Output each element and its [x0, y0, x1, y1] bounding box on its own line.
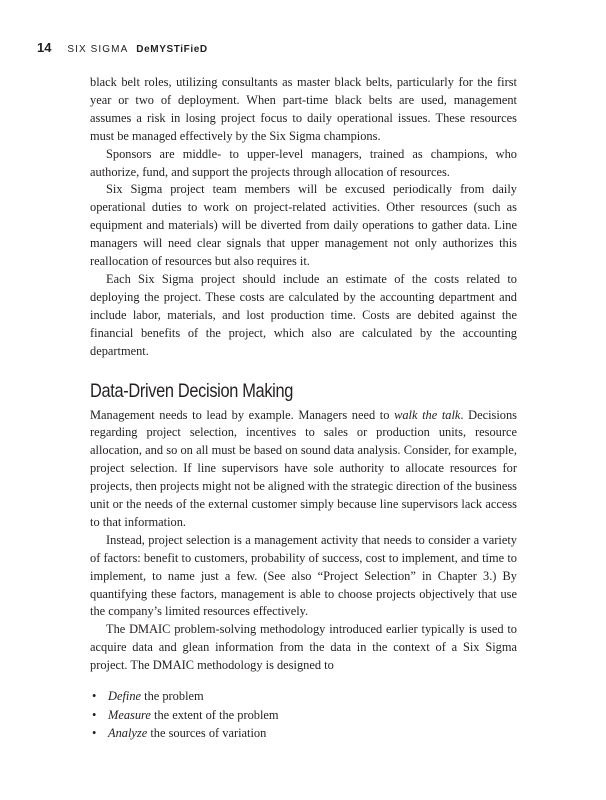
book-subtitle: DeMYSTiFieD	[136, 44, 208, 55]
paragraph: Sponsors are middle- to upper-level managers, trained as champions, who authorize, fund, and support the projects through allocation of resources.	[90, 146, 517, 179]
paragraph: Each Six Sigma project should include an estimate of the costs related to deploying the project. These costs are calculated by the accounting department and include labor, materials, and lost production time. Costs are debited against the financial benefits of the project, which also are calculated by the accounting department.	[90, 271, 517, 358]
dmaic-list	[90, 687, 517, 743]
book-title: SIX SIGMA	[67, 44, 129, 55]
list-term: Define	[108, 689, 142, 704]
body-text	[90, 74, 517, 743]
bullet-icon: •	[92, 726, 97, 741]
running-header	[37, 40, 208, 55]
list-text: the problem	[141, 689, 204, 704]
paragraph: black belt roles, utilizing consultants as master black belts, particularly for the first year or two of deployment. When part-time black belts are used, management assumes a risk in losing project focus to daily operational issues. These resources must be managed effectively by the Six Sigma champions.	[90, 75, 517, 143]
text-run: Management needs to lead by example. Managers need to	[90, 407, 395, 422]
text-run: . Decisions regarding project selection, incentives to sales or production units, resource allocation, and so on all must be based on sound data analysis. Consider, for example, project selection. If line supervisors have sole authority to allocate resources for projects, then projects might not be aligned with the strategic direction of the business unit or the needs of the external customer simply because line supervisors lack access to that information.	[90, 407, 518, 529]
emphasis-text: walk the talk	[394, 407, 461, 422]
paragraph: Six Sigma project team members will be excused periodically from daily operational duties to work on project-related activities. Other resources (such as equipment and materials) will be diverted from daily operations to gather data. Line managers will need clear signals that upper management not only authorizes this reallocation of resources but also requires it.	[90, 182, 517, 269]
bullet-icon: •	[92, 689, 97, 704]
list-text: the extent of the problem	[150, 707, 279, 722]
paragraph: Instead, project selection is a management activity that needs to consider a variety of factors: benefit to customers, probability of success, cost to implement, and time to implement, to name just a few. (See also “Project Selection” in Chapter 3.) By quantifying these factors, management is able to choose projects objectively that use the company’s limited resources effectively.	[90, 532, 517, 619]
page-number: 14	[37, 40, 52, 55]
list-term: Analyze	[108, 726, 148, 741]
list-item	[90, 706, 517, 725]
list-term: Measure	[108, 707, 151, 722]
section-heading: Data-Driven Decision Making	[90, 379, 294, 402]
paragraph	[90, 407, 517, 532]
list-item	[90, 687, 517, 706]
list-item	[90, 724, 517, 743]
paragraph: The DMAIC problem-solving methodology introduced earlier typically is used to acquire data and glean information from the data in the context of a Six Sigma project. The DMAIC methodology is designed to	[90, 622, 517, 673]
list-text: the sources of variation	[147, 726, 267, 741]
bullet-icon: •	[92, 707, 97, 722]
